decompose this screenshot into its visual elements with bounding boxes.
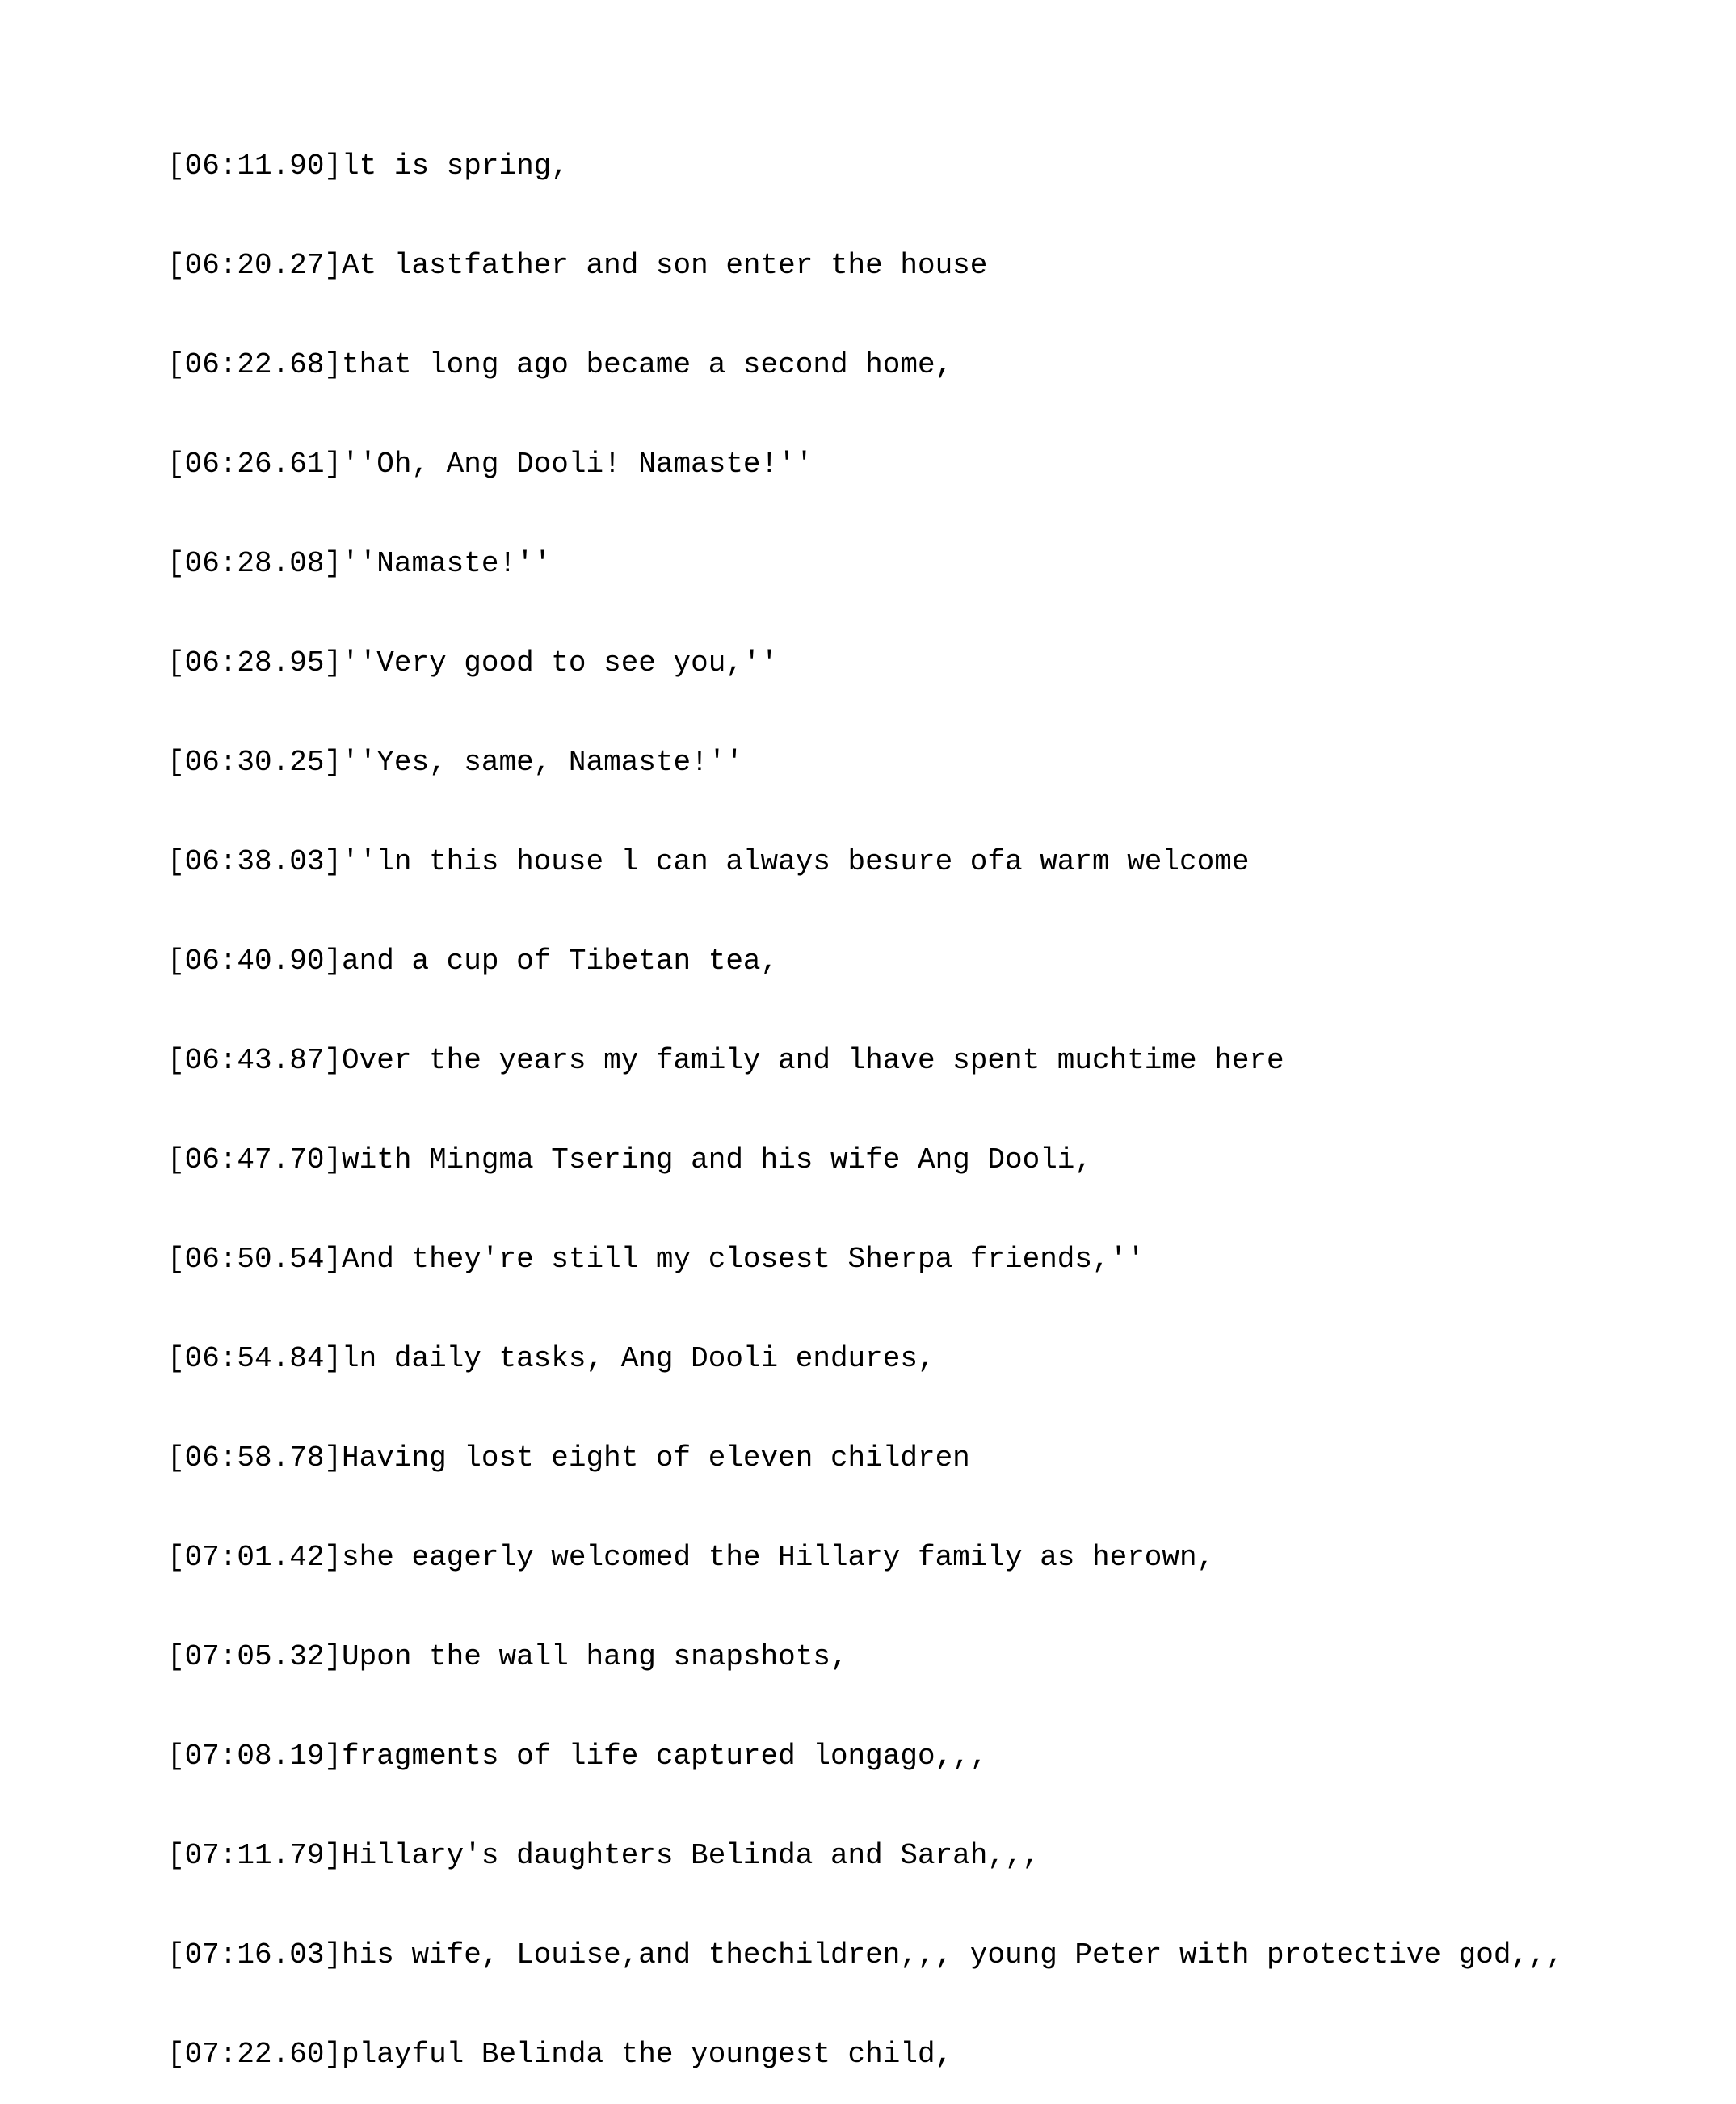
lyric-text: And they're still my closest Sherpa friends,'': [342, 1243, 1145, 1276]
timestamp: [07:22.60]: [167, 2038, 343, 2071]
lyric-text: ln daily tasks, Ang Dooli endures,: [342, 1342, 935, 1375]
lyric-line: [167, 646, 1563, 680]
timestamp: [07:16.03]: [167, 1938, 343, 1971]
timestamp: [06:20.27]: [167, 249, 343, 282]
lyric-line: [167, 547, 1563, 580]
lyric-line: [167, 1243, 1563, 1276]
lyric-line: [167, 2038, 1563, 2071]
lyric-line: [167, 1541, 1563, 1574]
lyric-text: Over the years my family and lhave spent muchtime here: [342, 1044, 1284, 1077]
timestamp: [06:40.90]: [167, 945, 343, 978]
timestamp: [06:11.90]: [167, 149, 343, 183]
lyric-line: [167, 348, 1563, 381]
timestamp: [07:11.79]: [167, 1839, 343, 1872]
timestamp: [06:22.68]: [167, 348, 343, 381]
lyric-text: that long ago became a second home,: [342, 348, 953, 381]
lyric-text: ''Namaste!'': [342, 547, 552, 580]
lyric-text: ''Very good to see you,'': [342, 646, 779, 680]
lyric-line: [167, 1441, 1563, 1475]
timestamp: [06:26.61]: [167, 448, 343, 481]
lyric-text: she eagerly welcomed the Hillary family as herown,: [342, 1541, 1215, 1574]
lyric-line: [167, 249, 1563, 282]
lyric-line: [167, 448, 1563, 481]
lyric-text: and a cup of Tibetan tea,: [342, 945, 779, 978]
lyric-line: [167, 1839, 1563, 1872]
lyric-line: [167, 1143, 1563, 1176]
timestamp: [07:01.42]: [167, 1541, 343, 1574]
lyric-text: ''ln this house l can always besure ofa warm welcome: [342, 845, 1250, 878]
timestamp: [07:08.19]: [167, 1740, 343, 1773]
lyric-line: [167, 1640, 1563, 1673]
timestamp: [06:47.70]: [167, 1143, 343, 1176]
lyric-text: ''Yes, same, Namaste!'': [342, 746, 743, 779]
lyric-text: Upon the wall hang snapshots,: [342, 1640, 848, 1673]
lyric-line: [167, 1740, 1563, 1773]
lyric-text: ''Oh, Ang Dooli! Namaste!'': [342, 448, 813, 481]
timestamp: [06:28.08]: [167, 547, 343, 580]
timestamp: [06:54.84]: [167, 1342, 343, 1375]
lyric-line: [167, 1342, 1563, 1375]
timestamp: [06:38.03]: [167, 845, 343, 878]
timestamp: [07:05.32]: [167, 1640, 343, 1673]
lyric-text: Hillary's daughters Belinda and Sarah,,,: [342, 1839, 1040, 1872]
lyric-text: Having lost eight of eleven children: [342, 1441, 970, 1475]
lyric-line: [167, 149, 1563, 183]
timestamp: [06:43.87]: [167, 1044, 343, 1077]
lyric-line: [167, 1938, 1563, 1971]
timestamp: [06:50.54]: [167, 1243, 343, 1276]
lyric-text: playful Belinda the youngest child,: [342, 2038, 953, 2071]
lyric-line: [167, 945, 1563, 978]
lyrics-document: [167, 83, 1563, 2104]
lyric-text: his wife, Louise,and thechildren,,, young Peter with protective god,,,: [342, 1938, 1564, 1971]
timestamp: [06:58.78]: [167, 1441, 343, 1475]
lyric-line: [167, 845, 1563, 878]
lyric-line: [167, 1044, 1563, 1077]
timestamp: [06:30.25]: [167, 746, 343, 779]
timestamp: [06:28.95]: [167, 646, 343, 680]
lyric-text: fragments of life captured longago,,,: [342, 1740, 988, 1773]
lyric-text: with Mingma Tsering and his wife Ang Dooli,: [342, 1143, 1092, 1176]
lyric-text: At lastfather and son enter the house: [342, 249, 988, 282]
lyric-text: lt is spring,: [342, 149, 569, 183]
lyric-line: [167, 746, 1563, 779]
